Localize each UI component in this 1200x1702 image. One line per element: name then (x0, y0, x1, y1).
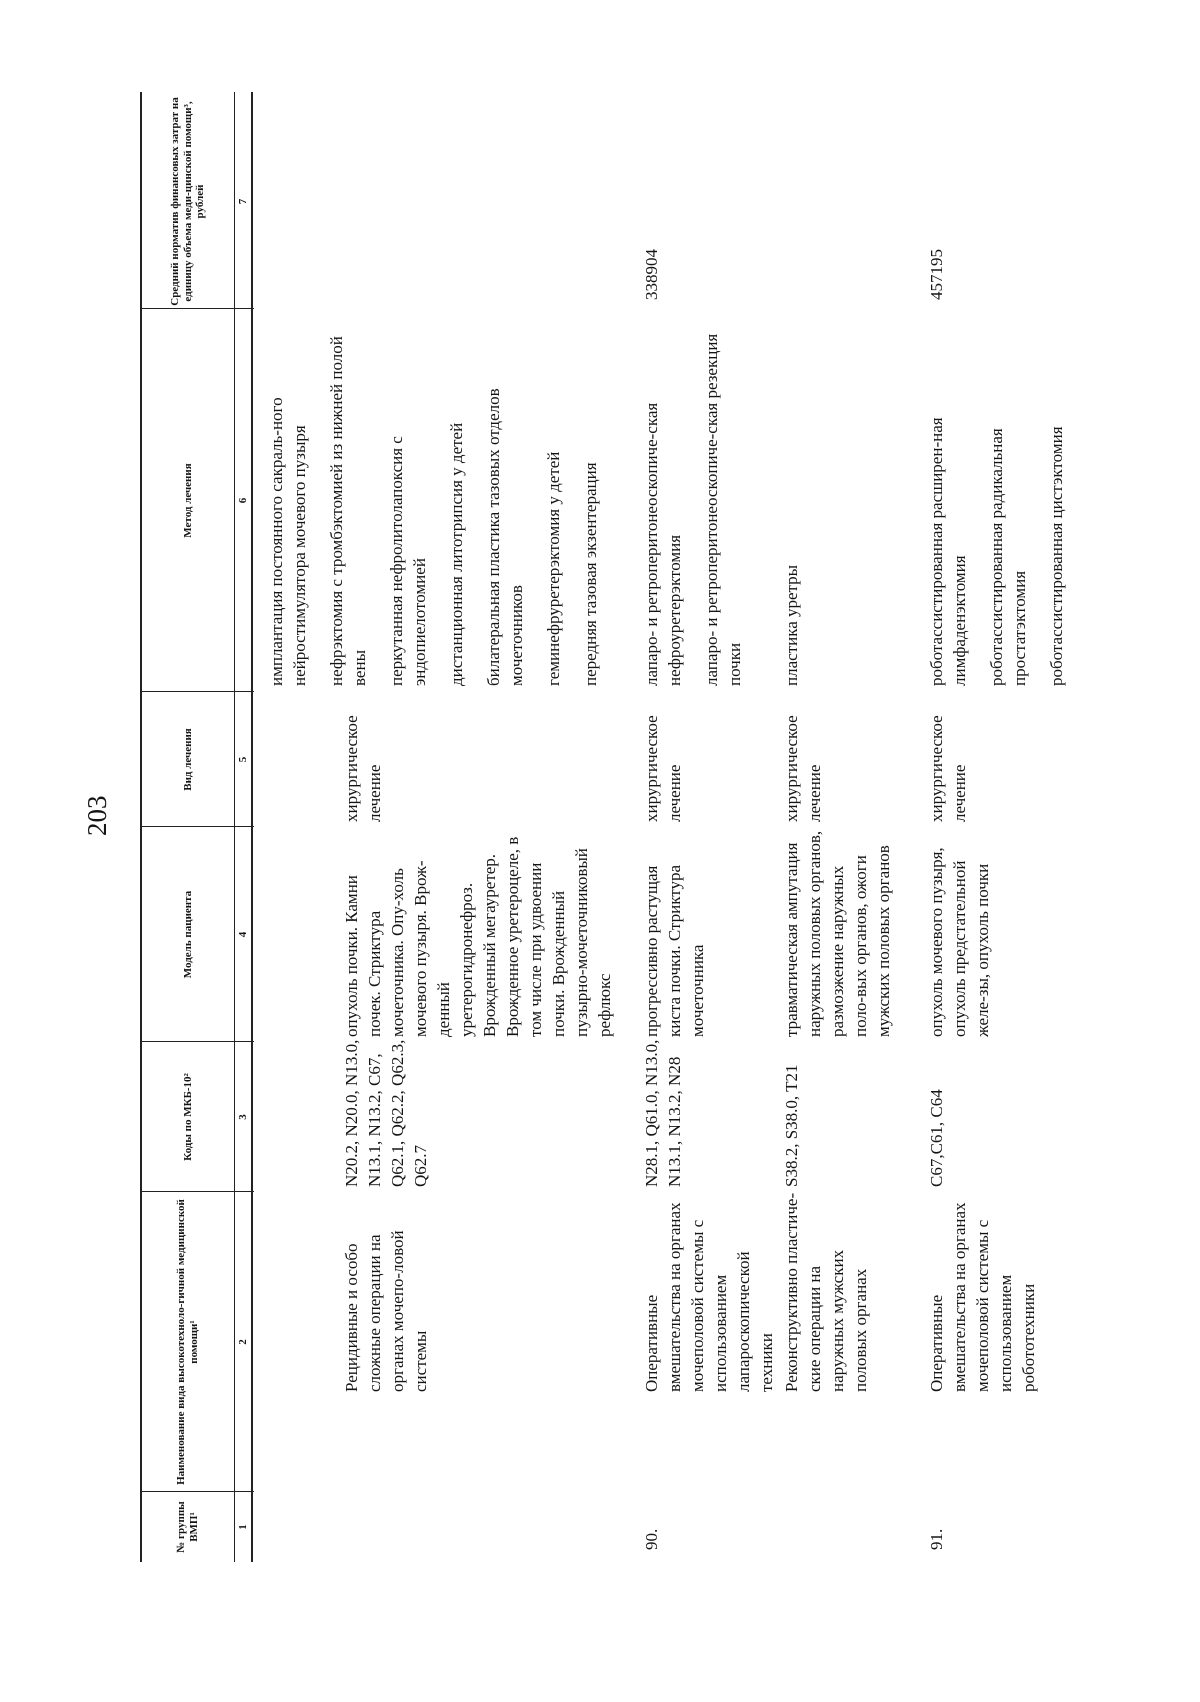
column-index: 2 (237, 1339, 249, 1345)
header-group-number: № группы ВМП¹ (175, 1501, 200, 1553)
column-index-row (234, 92, 253, 1562)
cost-cell: 338904 (642, 249, 661, 300)
patient-model-cell: травматическая ампутация наружных половых органов, размозжение наружных поло-вых органов, ожоги мужских половых органов (782, 830, 893, 1037)
icd-codes-cell: N20.2, N20.0, N13.0, N13.1, N13.2, C67, Q62.1, Q62.2, Q62.3, Q62.7 (342, 1039, 430, 1187)
vmp-name-cell: Рецидивные и особо сложные операции на органах мочепо-ловой системы (342, 1230, 430, 1392)
treatment-method-cell (640, 311, 760, 686)
treatment-type-cell: хирургическое лечение (342, 715, 384, 822)
header-patient-model: Модель пациента (181, 890, 194, 979)
header-vmp-name: Наименование вида высокотехноло-гичной медицинской помощи¹ (175, 1199, 200, 1485)
treatment-type-cell: хирургическое лечение (927, 715, 969, 822)
method-item: билатеральная пластика тазовых отделов мочеточников (484, 388, 526, 686)
column-divider (142, 691, 254, 692)
method-item: лапаро- и ретроперитонеоскопиче-ская нефроуретерэктомия (642, 402, 684, 686)
column-divider (142, 1041, 254, 1042)
icd-codes-cell: C67,C61, C64 (927, 1089, 946, 1187)
method-item: нефрэктомия с тромбэктомией из нижней полой вены (327, 336, 369, 686)
page-number: 203 (82, 795, 112, 836)
method-item: роботассистированная цистэктомия (1047, 426, 1066, 686)
column-index: 3 (237, 1114, 249, 1120)
column-index: 5 (237, 756, 249, 763)
icd-codes-cell: S38.2, S38.0, T21 (782, 1064, 801, 1187)
patient-model-cell: прогрессивно растущая киста почки. Стриктура мочеточника (642, 864, 707, 1037)
vmp-name-cell: Реконструктивно пластиче-ские операции на наружных мужских половых органах (782, 1192, 870, 1392)
cost-cell: 457195 (927, 249, 946, 300)
treatment-method-cell (780, 311, 817, 686)
method-item: роботассистированная расширен-ная лимфаденэктомия (927, 417, 969, 686)
column-divider (142, 1191, 254, 1192)
method-item: дистанционная литотрипсия у детей (447, 422, 466, 686)
method-item: имплантация постоянного сакраль-ного нейростимулятора мочевого пузыря (267, 397, 309, 686)
method-item: лапаро- и ретроперитонеоскопиче-ская резекция почки (702, 333, 744, 686)
patient-model-cell: опухоль мочевого пузыря, опухоль предстательной желе-зы, опухоль почки (927, 847, 992, 1037)
group-number-cell: 90. (642, 1528, 661, 1550)
header-cost-standard: Средний норматив финансовых затрат на единицу объема меди-цинской помощи³, рублей (169, 97, 207, 306)
icd-codes-cell: N28.1, Q61.0, N13.0, N13.1, N13.2, N28 (642, 1039, 684, 1187)
treatment-type-cell: хирургическое лечение (642, 715, 684, 822)
column-index: 7 (237, 198, 249, 205)
method-item: перкутанная нефролитолапоксия с эндопиелотомией (387, 436, 429, 686)
column-divider (142, 826, 254, 827)
patient-model-cell: опухоль почки. Камни почек. Стриктура мочеточника. Опу-холь мочевого пузыря. Врож-денный уретерогидронефроз. Врожденный мегауретер. Врожденное уретероцеле, в том числе при удвоении почки. Врожденный пузырно-мочеточниковый рефлюкс (342, 836, 614, 1037)
treatment-method-cell (265, 311, 616, 686)
method-item: роботассистированная радикальная простатэктомия (987, 428, 1029, 686)
column-index: 6 (237, 497, 249, 504)
column-divider (142, 1491, 254, 1492)
vmp-name-cell: Оперативные вмешательства на органах мочеполовой системы с использованием робототехники (927, 1202, 1038, 1392)
column-index: 4 (237, 931, 249, 938)
header-treatment-method: Метод лечения (181, 463, 194, 538)
treatment-method-cell (925, 311, 1082, 686)
column-divider (142, 308, 254, 309)
group-number-cell: 91. (927, 1528, 946, 1550)
method-item: пластика уретры (782, 564, 801, 686)
header-treatment-type: Вид лечения (181, 728, 194, 791)
header-icd-codes: Коды по МКБ-10² (181, 1073, 194, 1161)
vmp-table (140, 92, 1140, 1562)
treatment-type-cell: хирургическое лечение (782, 715, 824, 822)
column-index: 1 (237, 1524, 249, 1530)
table-header (140, 92, 254, 1562)
method-item: геминефруретерэктомия у детей (544, 451, 563, 686)
vmp-name-cell: Оперативные вмешательства на органах мочеполовой системы с использованием лапароскопической техники (642, 1202, 776, 1392)
method-item: передняя тазовая экзентерация (581, 462, 600, 686)
